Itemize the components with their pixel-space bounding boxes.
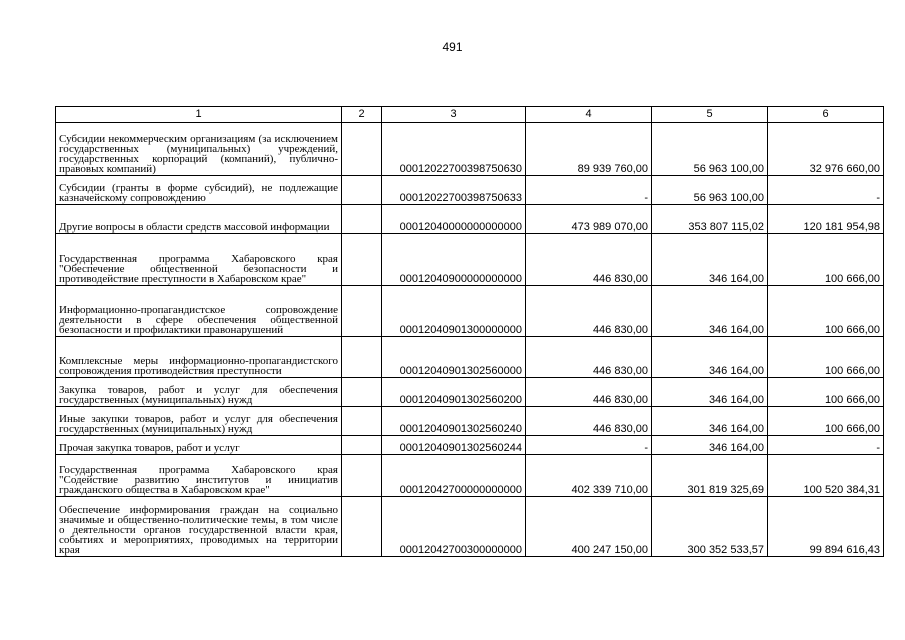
budget-table xyxy=(55,106,884,557)
row-value-col6: - xyxy=(768,176,884,205)
row-value-col4: 446 830,00 xyxy=(526,234,652,286)
row-value-col6: 100 666,00 xyxy=(768,378,884,407)
row-col2 xyxy=(342,407,382,436)
row-value-col6: 100 666,00 xyxy=(768,407,884,436)
table-row xyxy=(56,205,884,234)
row-col2 xyxy=(342,436,382,455)
row-col2 xyxy=(342,497,382,557)
row-col2 xyxy=(342,455,382,497)
row-value-col5: 346 164,00 xyxy=(652,337,768,378)
row-description: Субсидии некоммерческим организациям (за исключением государственных (муниципальных) учреждений, государственных корпораций (компаний), публично-правовых компаний) xyxy=(56,123,342,176)
row-value-col6: 32 976 660,00 xyxy=(768,123,884,176)
row-col2 xyxy=(342,234,382,286)
row-value-col5: 346 164,00 xyxy=(652,378,768,407)
row-value-col4: 446 830,00 xyxy=(526,337,652,378)
table-row xyxy=(56,407,884,436)
row-description: Закупка товаров, работ и услуг для обеспечения государственных (муниципальных) нужд xyxy=(56,378,342,407)
row-col2 xyxy=(342,286,382,337)
row-code: 00012040901302560000 xyxy=(382,337,526,378)
row-code: 00012040901300000000 xyxy=(382,286,526,337)
row-col2 xyxy=(342,123,382,176)
row-value-col4: 446 830,00 xyxy=(526,286,652,337)
row-value-col4: 400 247 150,00 xyxy=(526,497,652,557)
row-value-col5: 301 819 325,69 xyxy=(652,455,768,497)
row-value-col4: 446 830,00 xyxy=(526,407,652,436)
row-value-col4: - xyxy=(526,436,652,455)
row-description: Иные закупки товаров, работ и услуг для обеспечения государственных (муниципальных) нужд xyxy=(56,407,342,436)
row-value-col5: 353 807 115,02 xyxy=(652,205,768,234)
row-code: 00012022700398750630 xyxy=(382,123,526,176)
row-description: Субсидии (гранты в форме субсидий), не подлежащие казначейскому сопровождению xyxy=(56,176,342,205)
table-row xyxy=(56,286,884,337)
row-description: Информационно-пропагандистское сопровождение деятельности в сфере обеспечения общественной безопасности и профилактики правонарушений xyxy=(56,286,342,337)
row-description: Обеспечение информирования граждан на социально значимые и общественно-политические темы, в том числе о деятельности органов государственной власти края, событиях и мероприятиях, проводимых на территории края xyxy=(56,497,342,557)
row-col2 xyxy=(342,205,382,234)
table-row xyxy=(56,378,884,407)
column-header: 5 xyxy=(652,107,768,123)
row-code: 00012040901302560244 xyxy=(382,436,526,455)
row-code: 00012040900000000000 xyxy=(382,234,526,286)
row-description: Государственная программа Хабаровского края "Содействие развитию институтов и инициатив гражданского общества в Хабаровском крае" xyxy=(56,455,342,497)
row-value-col4: 446 830,00 xyxy=(526,378,652,407)
table-row xyxy=(56,123,884,176)
row-value-col5: 346 164,00 xyxy=(652,234,768,286)
row-code: 00012040901302560200 xyxy=(382,378,526,407)
row-col2 xyxy=(342,378,382,407)
column-header: 3 xyxy=(382,107,526,123)
row-value-col5: 56 963 100,00 xyxy=(652,123,768,176)
row-value-col4: 402 339 710,00 xyxy=(526,455,652,497)
row-value-col5: 346 164,00 xyxy=(652,286,768,337)
row-code: 00012042700300000000 xyxy=(382,497,526,557)
row-value-col6: - xyxy=(768,436,884,455)
row-description: Прочая закупка товаров, работ и услуг xyxy=(56,436,342,455)
row-value-col5: 300 352 533,57 xyxy=(652,497,768,557)
table-row xyxy=(56,337,884,378)
row-value-col6: 100 666,00 xyxy=(768,234,884,286)
row-value-col6: 99 894 616,43 xyxy=(768,497,884,557)
row-description: Государственная программа Хабаровского края "Обеспечение общественной безопасности и противодействие преступности в Хабаровском крае" xyxy=(56,234,342,286)
row-value-col6: 100 666,00 xyxy=(768,337,884,378)
row-code: 00012022700398750633 xyxy=(382,176,526,205)
row-value-col6: 100 666,00 xyxy=(768,286,884,337)
row-code: 00012040000000000000 xyxy=(382,205,526,234)
row-code: 00012040901302560240 xyxy=(382,407,526,436)
table-row xyxy=(56,436,884,455)
row-description: Другие вопросы в области средств массовой информации xyxy=(56,205,342,234)
row-description: Комплексные меры информационно-пропагандистского сопровождения противодействия преступности xyxy=(56,337,342,378)
table-row xyxy=(56,234,884,286)
column-header: 4 xyxy=(526,107,652,123)
row-code: 00012042700000000000 xyxy=(382,455,526,497)
row-value-col5: 346 164,00 xyxy=(652,436,768,455)
column-header: 1 xyxy=(56,107,342,123)
page-number: 491 xyxy=(442,40,463,54)
table-row xyxy=(56,497,884,557)
table-header-row xyxy=(56,107,884,123)
row-value-col5: 346 164,00 xyxy=(652,407,768,436)
row-value-col6: 120 181 954,98 xyxy=(768,205,884,234)
row-value-col4: 473 989 070,00 xyxy=(526,205,652,234)
row-value-col6: 100 520 384,31 xyxy=(768,455,884,497)
row-value-col4: 89 939 760,00 xyxy=(526,123,652,176)
row-col2 xyxy=(342,176,382,205)
row-value-col5: 56 963 100,00 xyxy=(652,176,768,205)
column-header: 6 xyxy=(768,107,884,123)
table-row xyxy=(56,176,884,205)
row-col2 xyxy=(342,337,382,378)
table-row xyxy=(56,455,884,497)
row-value-col4: - xyxy=(526,176,652,205)
column-header: 2 xyxy=(342,107,382,123)
